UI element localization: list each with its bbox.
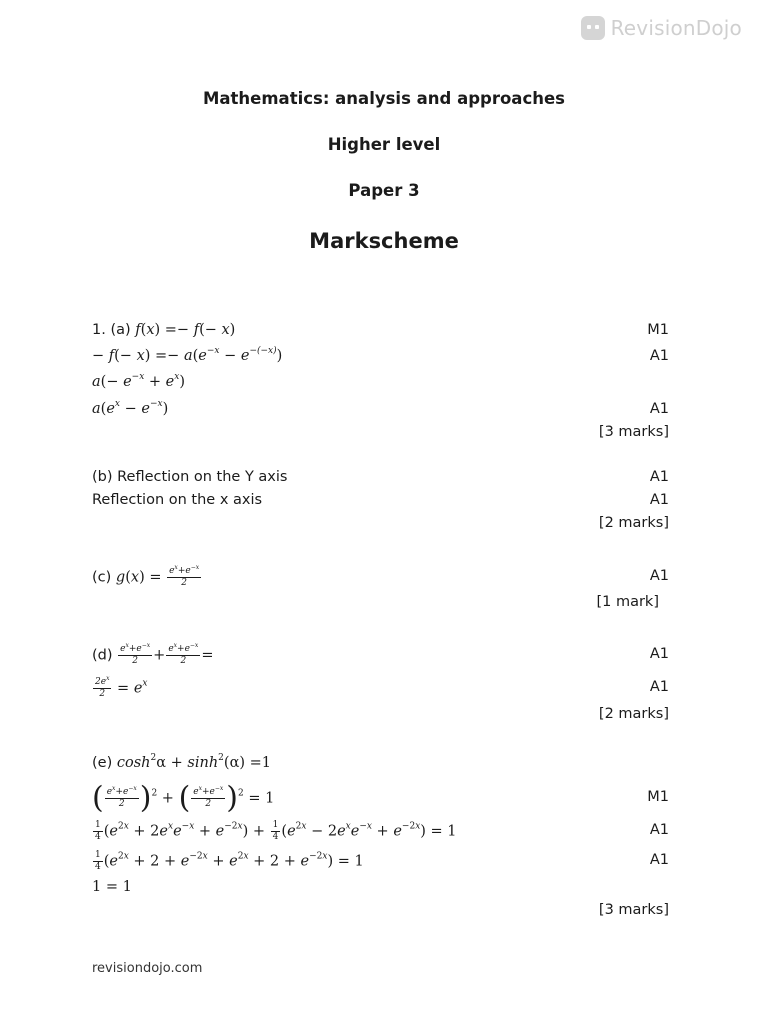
q1a-mark-2: A1 <box>649 348 669 364</box>
q1d-label: (d) <box>92 647 113 664</box>
q1b-mark-2: A1 <box>649 492 669 508</box>
q1a-total: [3 marks] <box>598 424 669 440</box>
footer-website[interactable]: revisiondojo.com <box>92 961 203 976</box>
q1c-label: (c) <box>92 569 112 586</box>
q1b-line-1: (b) Reflection on the Y axis <box>92 469 288 485</box>
q1e-mark-3: A1 <box>649 822 669 838</box>
q1e-mark-2: M1 <box>647 789 669 805</box>
q1b-total: [2 marks] <box>598 515 669 531</box>
q1d-total: [2 marks] <box>598 706 669 722</box>
q1a-line-3: $a(- e^{-x} + e^x)$ <box>92 372 186 390</box>
q1a-line-2: − $f(- x) =- a(e^{-x} - e^{-(-x)})$ <box>92 346 283 364</box>
q1a-line-4: $a(e^x - e^{-x})$ <box>92 399 169 417</box>
q1a-mark-4: A1 <box>649 401 669 417</box>
q1c-mark-1: A1 <box>649 568 669 584</box>
q1e-line-4: $\frac{1}{4}$ $(e^{2x} + 2 + e^{-2x} + e^{2x} + 2 + e^{-2x}) = 1$ <box>95 850 364 872</box>
q1a-label: 1. (a) <box>92 322 131 338</box>
q1e-total: [3 marks] <box>598 902 669 918</box>
q1c-line-1: (c) g(x) = $\frac{e^x+e^{-x}}{2}$ <box>92 564 200 588</box>
q1b-mark-1: A1 <box>649 469 669 485</box>
q1e-label: (e) <box>92 755 113 771</box>
q1e-line-2: ( $\frac{e^x+e^{-x}}{2}$ )$^2$ + ( $\frac{e^x+e^{-x}}{2}$ )$^2$ = 1 <box>92 780 275 816</box>
q1b-line-2: Reflection on the x axis <box>92 492 263 508</box>
revisiondojo-logo-icon <box>581 16 605 40</box>
q1d-mark-1: A1 <box>649 646 669 662</box>
q1d-line-2: $\frac{2e^x}{2}$ = $e^x$ <box>95 675 148 699</box>
q1e-line-3: $\frac{1}{4}$ $(e^{2x} + 2e^xe^{-x} + e^{-2x})$ + $\frac{1}{4}$ $(e^{2x} - 2e^xe^{-x} + e^{-2x}) = 1$ <box>95 820 457 842</box>
q1a-mark-1: M1 <box>647 322 669 338</box>
q1c-total: [1 mark] <box>596 594 659 610</box>
q1e-line-1: (e) $\cosh^2\alpha + \sinh^2(\alpha) =1$ <box>92 753 271 771</box>
level-title: Higher level <box>327 135 441 154</box>
q1d-mark-2: A1 <box>649 679 669 695</box>
q1e-line-5: 1 = 1 <box>92 879 132 895</box>
page-title: Markscheme <box>309 229 459 253</box>
subject-title: Mathematics: analysis and approaches <box>202 89 565 108</box>
brand-name: RevisionDojo <box>610 16 742 40</box>
paper-title: Paper 3 <box>348 181 420 200</box>
q1e-mark-4: A1 <box>649 852 669 868</box>
brand-logo <box>581 16 742 40</box>
q1d-line-1: (d) $\frac{e^x+e^{-x}}{2}$ + $\frac{e^x+e^{-x}}{2}$ = <box>92 642 214 666</box>
q1a-line-1: 1. (a) f(x) =− f(− x) <box>92 322 236 338</box>
